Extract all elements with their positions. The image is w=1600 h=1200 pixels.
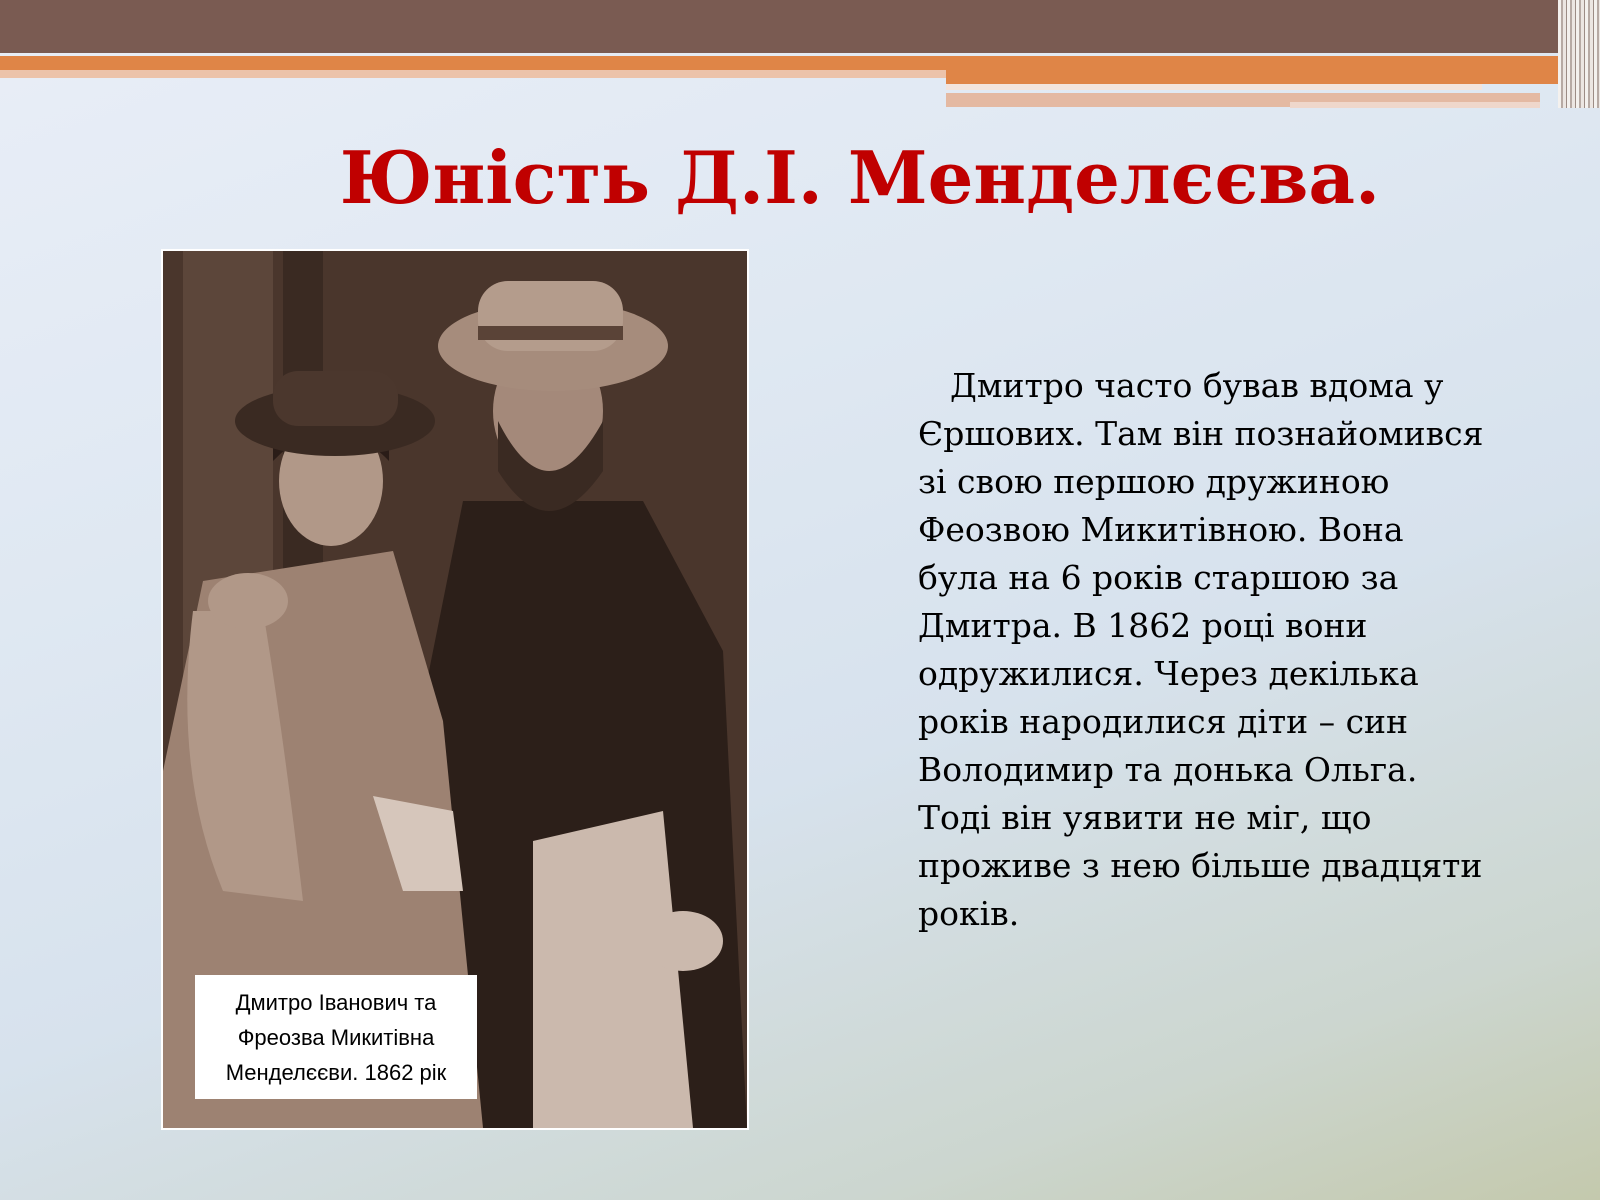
header-bar-dark: [0, 0, 1560, 53]
historical-photo: [163, 251, 747, 1128]
caption-line-1: Дмитро Іванович та: [235, 989, 437, 1015]
slide-title: Юність Д.І. Менделєєва.: [339, 135, 1381, 220]
header-bar-orange: [0, 56, 1560, 70]
photo-caption: [195, 975, 477, 1099]
header-vertical-stripes: [1558, 0, 1600, 108]
header-bar-light-3: [1290, 102, 1540, 108]
header-bar-orange-right: [946, 70, 1560, 84]
body-paragraph: Дмитро часто бував вдома у Єршових. Там він познайомився зі свою першою дружиною Феозвою Микитівною. Вона була на 6 років старшою за Дмитра. В 1862 році вони одружилися. Через декілька років народилися діти – син Володимир та донька Ольга. Тоді він уявити не міг, що проживе з нею більше двадцяти років.: [918, 366, 1484, 933]
caption-line-3: Менделєєви. 1862 рік: [225, 1059, 447, 1085]
header-bar-peach-left: [0, 70, 946, 78]
caption-line-2: Фреозва Микитівна: [237, 1024, 435, 1050]
header-bar-light-1: [946, 84, 1482, 90]
